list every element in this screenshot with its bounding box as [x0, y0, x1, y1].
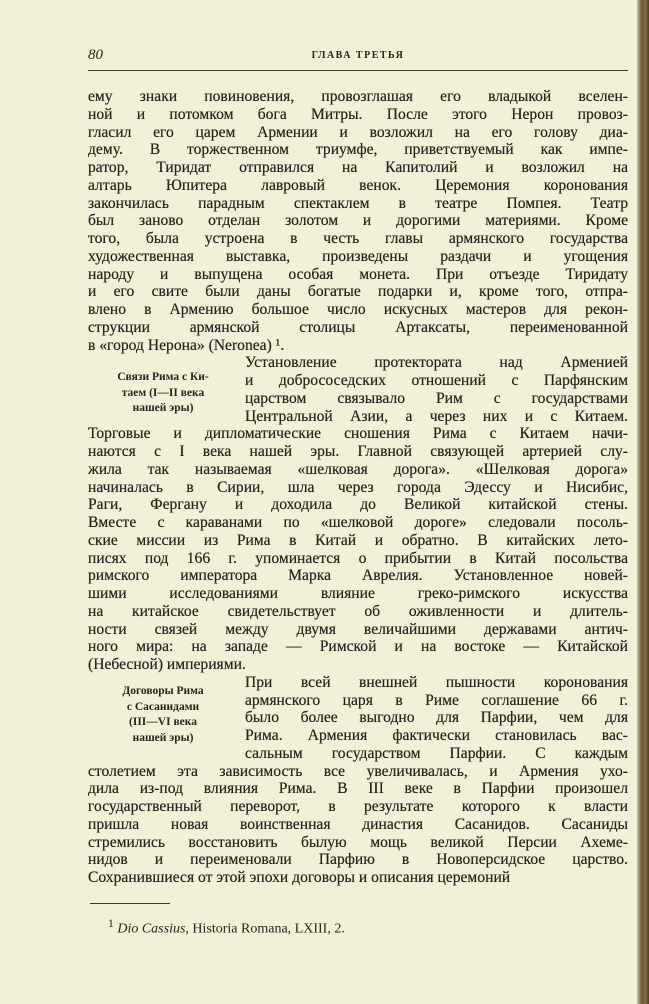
text-line: художественная выставка, произведены раздачи и угощения: [88, 247, 628, 265]
text-line: пришла новая воинственная династия Сасанидов. Сасаниды: [88, 815, 628, 833]
text-line: на китайское свидетельствует об оживленности и длитель-: [88, 602, 628, 620]
text-line: был заново отделан золотом и дорогими материями. Кроме: [88, 212, 628, 230]
text-line: жила так называемая «шелковая дорога». «Шелковая дорога»: [88, 460, 628, 478]
margin-note-line: нашей эры): [132, 402, 194, 414]
text-line: Торговые и дипломатические сношения Рима с Китаем начи-: [88, 425, 628, 443]
text-line: ратор, Тиридат отправился на Капитолий и возложил на: [88, 159, 628, 176]
text-line: в «город Нерона» (Neronea) ¹.: [88, 336, 285, 354]
book-spine-shadow: [637, 0, 649, 1004]
text-line: закончилась парадным спектаклем в театре Помпея. Театр: [88, 194, 628, 212]
text-line: ного мира: на западе — Римской и на востоке — Китайской: [88, 638, 628, 656]
text-line: При всей внешней пышности коронования: [245, 673, 628, 691]
text-line: ной и потомком бога Митры. После этого Нерон провоз-: [88, 105, 628, 123]
footnote-marker: 1: [108, 917, 114, 930]
text-line: стремились восстановить былую мощь великой Персии Ахеме-: [88, 833, 628, 851]
text-line: Установление протектората над Арменией: [245, 354, 628, 372]
text-line: народу и выпущена особая монета. При отъезде Тиридату: [88, 265, 628, 283]
margin-note-rome-china: [88, 370, 238, 417]
footnote-author: Dio Cassius,: [117, 921, 189, 937]
text-line: государственный переворот, в результате которого к власти: [88, 798, 628, 815]
text-line: Вместе с караванами по «шелковой дороге» следовали посоль-: [88, 514, 628, 531]
text-line: армянского царя в Риме соглашение 66 г.: [245, 691, 628, 709]
text-line: струкции армянской столицы Артаксаты, переименованной: [88, 318, 628, 336]
footnote-text: Historia Romana, LXIII, 2.: [188, 921, 345, 937]
text-line: начиналась в Сирии, шла через города Эдессу и Нисибис,: [88, 478, 628, 496]
text-line: Центральной Азии, а через них и с Китаем.: [245, 407, 628, 425]
text-line: ские миссии из Рима в Китай и обратно. В китайских лето-: [88, 531, 628, 549]
margin-note-line: Договоры Рима: [122, 685, 204, 697]
text-line: ности связей между двумя величайшими державами антич-: [88, 620, 628, 638]
text-line: (Небесной) империями.: [88, 656, 246, 673]
text-line: алтарь Юпитера лавровый венок. Церемония коронования: [88, 176, 628, 194]
text-line: и добрососедских отношений с Парфянским: [245, 372, 628, 389]
header-rule: [88, 70, 628, 71]
text-line: сальным государством Парфии. С каждым: [245, 744, 628, 762]
text-line: и его свите были даны богатые подарки и, кроме того, отпра-: [88, 283, 628, 301]
margin-note-rome-sassanids: [88, 684, 238, 746]
text-line: Раги, Фергану и доходила до Великой китайской стены.: [88, 496, 628, 514]
text-line: наются с I века нашей эры. Главной связующей артерией слу-: [88, 443, 628, 460]
text-line: нидов и переименовали Парфию в Новоперсидское царство.: [88, 851, 628, 869]
text-line: писях под 166 г. упоминается о прибытии в Китай посольства: [88, 549, 628, 567]
text-line: дему. В торжественном триумфе, приветствуемый как импе-: [88, 141, 628, 159]
text-line: Сохранившиеся от этой эпохи договоры и описания церемоний: [88, 869, 511, 886]
footnote: [108, 917, 345, 938]
text-line: того, была устроена в честь главы армянского государства: [88, 230, 628, 247]
text-line: римского императора Марка Аврелия. Установленное новей-: [88, 567, 628, 585]
text-line: ему знаки повиновения, провозглашая его владыкой вселен-: [88, 88, 628, 105]
footnote-rule: [90, 903, 170, 904]
margin-note-line: нашей эры): [132, 731, 194, 744]
page-number: 80: [88, 47, 103, 63]
running-head: ГЛАВА ТРЕТЬЯ: [311, 50, 405, 61]
text-line: Рима. Армения фактически становилась вас-: [245, 727, 628, 744]
margin-note-line: Связи Рима с Ки-: [117, 371, 209, 383]
text-line: гласил его царем Армении и возложил на его голову диа-: [88, 123, 628, 141]
text-line: шими исследованиями влияние греко-римского искусства: [88, 585, 628, 602]
margin-note-line: таем (I—II века: [121, 386, 205, 399]
text-line: царством связывало Рим с государствами: [245, 389, 628, 407]
text-line: было более выгодно для Парфии, чем для: [245, 709, 628, 727]
text-line: дила из-под влияния Рима. В III веке в Парфии произошел: [88, 780, 628, 798]
margin-note-line: с Сасанидами: [126, 700, 200, 713]
text-line: столетием эта зависимость все увеличивалась, и Армения ухо-: [88, 762, 628, 780]
text-line: влено в Армению большое число искусных мастеров для рекон-: [88, 301, 628, 318]
margin-note-line: (III—VI века: [129, 716, 197, 728]
